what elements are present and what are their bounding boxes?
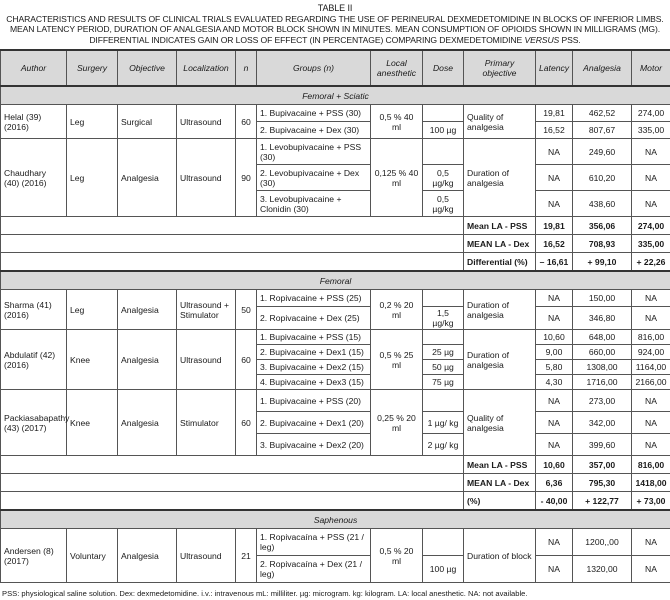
motor-cell: 2166,00: [632, 375, 670, 390]
summary-row: [1, 235, 670, 253]
local-anesthetic-cell: 0,2 % 20 ml: [371, 290, 423, 330]
table-row: [1, 529, 670, 556]
primary-objective-cell: Duration of analgesia: [464, 290, 536, 330]
objective-cell: Analgesia: [118, 330, 177, 390]
column-header-groups-n: Groups (n): [257, 50, 371, 86]
motor-cell: NA: [632, 290, 670, 307]
analgesia-cell: 1308,00: [573, 360, 632, 375]
group-cell: 3. Levobupivacaine + Clonidin (30): [257, 191, 371, 217]
latency-cell: NA: [536, 191, 573, 217]
section-title: Femoral + Sciatic: [1, 86, 670, 105]
objective-cell: Surgical: [118, 105, 177, 139]
summary-analgesia: 795,30: [573, 474, 632, 492]
latency-cell: NA: [536, 307, 573, 330]
summary-latency: 6,36: [536, 474, 573, 492]
primary-objective-cell: Quality of analgesia: [464, 105, 536, 139]
motor-cell: 274,00: [632, 105, 670, 122]
primary-objective-cell: Duration of analgesia: [464, 330, 536, 390]
group-cell: 1. Bupivacaine + PSS (20): [257, 390, 371, 412]
group-cell: 4. Bupivacaine + Dex3 (15): [257, 375, 371, 390]
summary-label: Mean LA - PSS: [464, 217, 536, 235]
group-cell: 3. Bupivacaine + Dex2 (15): [257, 360, 371, 375]
latency-cell: 5,80: [536, 360, 573, 375]
table-row: [1, 105, 670, 122]
n-cell: 60: [236, 390, 257, 456]
table-caption: [0, 0, 670, 45]
primary-objective-cell: Duration of block: [464, 529, 536, 583]
n-cell: 21: [236, 529, 257, 583]
dose-cell: [423, 139, 464, 165]
motor-cell: NA: [632, 165, 670, 191]
surgery-cell: Leg: [67, 139, 118, 217]
summary-analgesia: 356,06: [573, 217, 632, 235]
motor-cell: NA: [632, 191, 670, 217]
analgesia-cell: 346,80: [573, 307, 632, 330]
dose-cell: 25 µg: [423, 345, 464, 360]
column-header-localization: Localization: [177, 50, 236, 86]
motor-cell: NA: [632, 307, 670, 330]
summary-motor: 1418,00: [632, 474, 670, 492]
analgesia-cell: 273,00: [573, 390, 632, 412]
group-cell: 2. Ropivacaína + Dex (21 / leg): [257, 556, 371, 583]
dose-cell: 100 µg: [423, 122, 464, 139]
column-header-author: Author: [1, 50, 67, 86]
section-header-row: [1, 86, 670, 105]
summary-analgesia: + 122,77: [573, 492, 632, 511]
section-title: Femoral: [1, 271, 670, 290]
local-anesthetic-cell: 0,5 % 25 ml: [371, 330, 423, 390]
summary-analgesia: 357,00: [573, 456, 632, 474]
summary-analgesia: + 99,10: [573, 253, 632, 272]
table-row: [1, 390, 670, 412]
dose-cell: 0,5 µg/kg: [423, 191, 464, 217]
local-anesthetic-cell: 0,25 % 20 ml: [371, 390, 423, 456]
latency-cell: NA: [536, 165, 573, 191]
summary-latency: - 40,00: [536, 492, 573, 511]
author-cell: Andersen (8) (2017): [1, 529, 67, 583]
latency-cell: NA: [536, 390, 573, 412]
objective-cell: Analgesia: [118, 139, 177, 217]
caption-end: PSS.: [559, 34, 581, 45]
analgesia-cell: 249,60: [573, 139, 632, 165]
analgesia-cell: 342,00: [573, 412, 632, 434]
local-anesthetic-cell: 0,125 % 40 ml: [371, 139, 423, 217]
section-title: Saphenous: [1, 510, 670, 529]
latency-cell: NA: [536, 139, 573, 165]
table-body: [1, 86, 670, 583]
section-header-row: [1, 510, 670, 529]
analgesia-cell: 1716,00: [573, 375, 632, 390]
summary-row: [1, 253, 670, 272]
author-cell: Packiasabapathy (43) (2017): [1, 390, 67, 456]
group-cell: 2. Bupivacaine + Dex1 (20): [257, 412, 371, 434]
dose-cell: 100 µg: [423, 556, 464, 583]
localization-cell: Ultrasound: [177, 330, 236, 390]
summary-analgesia: 708,93: [573, 235, 632, 253]
caption-text: CHARACTERISTICS AND RESULTS OF CLINICAL TRIALS EVALUATED REGARDING THE USE OF PERINEURAL DEXMEDETOMIDINE IN BLOCKS OF INFERIOR LIMBS. MEAN LATENCY PERIOD, DURATION OF ANALGESIA AND MOTOR BLOCK SHOWN IN MINUTES. MEAN CONSUMPTION OF OPIOIDS SHOWN IN MILLIGRAMS (MG). DIFFERENTIAL INDICATES GAIN OR LOSS OF EFFECT (IN PERCENTAGE) COMPARING DEXMEDETOMIDINE: [6, 13, 664, 45]
motor-cell: NA: [632, 434, 670, 456]
column-header-dose: Dose: [423, 50, 464, 86]
dose-cell: [423, 330, 464, 345]
summary-row: [1, 217, 670, 235]
localization-cell: Stimulator: [177, 390, 236, 456]
author-cell: Chaudhary (40) (2016): [1, 139, 67, 217]
dose-cell: 50 µg: [423, 360, 464, 375]
objective-cell: Analgesia: [118, 390, 177, 456]
author-cell: Sharma (41) (2016): [1, 290, 67, 330]
group-cell: 2. Bupivacaine + Dex1 (15): [257, 345, 371, 360]
analgesia-cell: 660,00: [573, 345, 632, 360]
column-header-motor: Motor: [632, 50, 670, 86]
dose-cell: 2 µg/ kg: [423, 434, 464, 456]
summary-motor: 335,00: [632, 235, 670, 253]
summary-label: MEAN LA - Dex: [464, 474, 536, 492]
summary-motor: 816,00: [632, 456, 670, 474]
group-cell: 1. Levobupivacaine + PSS (30): [257, 139, 371, 165]
primary-objective-cell: Duration of analgesia: [464, 139, 536, 217]
n-cell: 50: [236, 290, 257, 330]
latency-cell: NA: [536, 412, 573, 434]
group-cell: 1. Ropivacaína + PSS (21 / leg): [257, 529, 371, 556]
section-header-row: [1, 271, 670, 290]
summary-motor: 274,00: [632, 217, 670, 235]
dose-cell: 0,5 µg/kg: [423, 165, 464, 191]
summary-motor: + 73,00: [632, 492, 670, 511]
dose-cell: [423, 105, 464, 122]
objective-cell: Analgesia: [118, 529, 177, 583]
surgery-cell: Knee: [67, 330, 118, 390]
motor-cell: NA: [632, 529, 670, 556]
group-cell: 1. Bupivacaine + PSS (30): [257, 105, 371, 122]
localization-cell: Ultrasound: [177, 105, 236, 139]
footnote: PSS: physiological saline solution. Dex: dexmedetomidine. i.v.: intravenous mL: milliliter. µg: microgram. kg: kilogram. LA: local anesthetic. NA: not available.: [2, 589, 528, 598]
surgery-cell: Knee: [67, 390, 118, 456]
author-cell: Helal (39) (2016): [1, 105, 67, 139]
latency-cell: NA: [536, 434, 573, 456]
objective-cell: Analgesia: [118, 290, 177, 330]
dose-cell: 75 µg: [423, 375, 464, 390]
surgery-cell: Leg: [67, 105, 118, 139]
motor-cell: NA: [632, 139, 670, 165]
caption-italic: VERSUS: [524, 34, 560, 45]
local-anesthetic-cell: 0,5 % 20 ml: [371, 529, 423, 583]
summary-spacer: [1, 253, 464, 272]
group-cell: 1. Bupivacaine + PSS (15): [257, 330, 371, 345]
table-row: [1, 290, 670, 307]
summary-label: Differential (%): [464, 253, 536, 272]
summary-row: [1, 474, 670, 492]
local-anesthetic-cell: 0,5 % 40 ml: [371, 105, 423, 139]
summary-row: [1, 456, 670, 474]
column-header-latency: Latency: [536, 50, 573, 86]
motor-cell: 816,00: [632, 330, 670, 345]
table-row: [1, 139, 670, 165]
analgesia-cell: 807,67: [573, 122, 632, 139]
group-cell: 2. Levobupivacaine + Dex (30): [257, 165, 371, 191]
localization-cell: Ultrasound + Stimulator: [177, 290, 236, 330]
column-header-objective: Objective: [118, 50, 177, 86]
column-header-surgery: Surgery: [67, 50, 118, 86]
summary-label: (%): [464, 492, 536, 511]
motor-cell: NA: [632, 556, 670, 583]
summary-latency: 16,52: [536, 235, 573, 253]
column-header-n: n: [236, 50, 257, 86]
n-cell: 60: [236, 330, 257, 390]
summary-latency: 10,60: [536, 456, 573, 474]
analgesia-cell: 462,52: [573, 105, 632, 122]
dose-cell: 1 µg/ kg: [423, 412, 464, 434]
table-label: TABLE II: [317, 3, 353, 13]
table-row: [1, 330, 670, 345]
analgesia-cell: 648,00: [573, 330, 632, 345]
latency-cell: NA: [536, 290, 573, 307]
latency-cell: 4,30: [536, 375, 573, 390]
summary-spacer: [1, 217, 464, 235]
motor-cell: 924,00: [632, 345, 670, 360]
dose-cell: [423, 529, 464, 556]
summary-motor: + 22,26: [632, 253, 670, 272]
analgesia-cell: 150,00: [573, 290, 632, 307]
n-cell: 60: [236, 105, 257, 139]
primary-objective-cell: Quality of analgesia: [464, 390, 536, 456]
motor-cell: NA: [632, 390, 670, 412]
trials-table: [0, 49, 670, 583]
analgesia-cell: 1320,00: [573, 556, 632, 583]
dose-cell: [423, 290, 464, 307]
surgery-cell: Voluntary: [67, 529, 118, 583]
group-cell: 3. Bupivacaine + Dex2 (20): [257, 434, 371, 456]
header-row: [1, 50, 670, 86]
surgery-cell: Leg: [67, 290, 118, 330]
summary-label: Mean LA - PSS: [464, 456, 536, 474]
summary-spacer: [1, 456, 464, 474]
latency-cell: 16,52: [536, 122, 573, 139]
summary-label: MEAN LA - Dex: [464, 235, 536, 253]
group-cell: 2. Ropivacaine + Dex (25): [257, 307, 371, 330]
column-header-local-anesthetic: Local anesthetic: [371, 50, 423, 86]
analgesia-cell: 438,60: [573, 191, 632, 217]
summary-row: [1, 492, 670, 511]
analgesia-cell: 610,20: [573, 165, 632, 191]
column-header-primary-objective: Primary objective: [464, 50, 536, 86]
analgesia-cell: 1200,,00: [573, 529, 632, 556]
summary-spacer: [1, 492, 464, 511]
column-header-analgesia: Analgesia: [573, 50, 632, 86]
motor-cell: 335,00: [632, 122, 670, 139]
localization-cell: Ultrasound: [177, 139, 236, 217]
summary-spacer: [1, 235, 464, 253]
summary-latency: – 16,61: [536, 253, 573, 272]
n-cell: 90: [236, 139, 257, 217]
dose-cell: [423, 390, 464, 412]
latency-cell: 19,81: [536, 105, 573, 122]
analgesia-cell: 399,60: [573, 434, 632, 456]
summary-latency: 19,81: [536, 217, 573, 235]
localization-cell: Ultrasound: [177, 529, 236, 583]
latency-cell: NA: [536, 556, 573, 583]
author-cell: Abdulatif (42) (2016): [1, 330, 67, 390]
summary-spacer: [1, 474, 464, 492]
latency-cell: 9,00: [536, 345, 573, 360]
group-cell: 1. Ropivacaine + PSS (25): [257, 290, 371, 307]
group-cell: 2. Bupivacaine + Dex (30): [257, 122, 371, 139]
motor-cell: NA: [632, 412, 670, 434]
latency-cell: NA: [536, 529, 573, 556]
latency-cell: 10,60: [536, 330, 573, 345]
dose-cell: 1,5 µg/kg: [423, 307, 464, 330]
motor-cell: 1164,00: [632, 360, 670, 375]
